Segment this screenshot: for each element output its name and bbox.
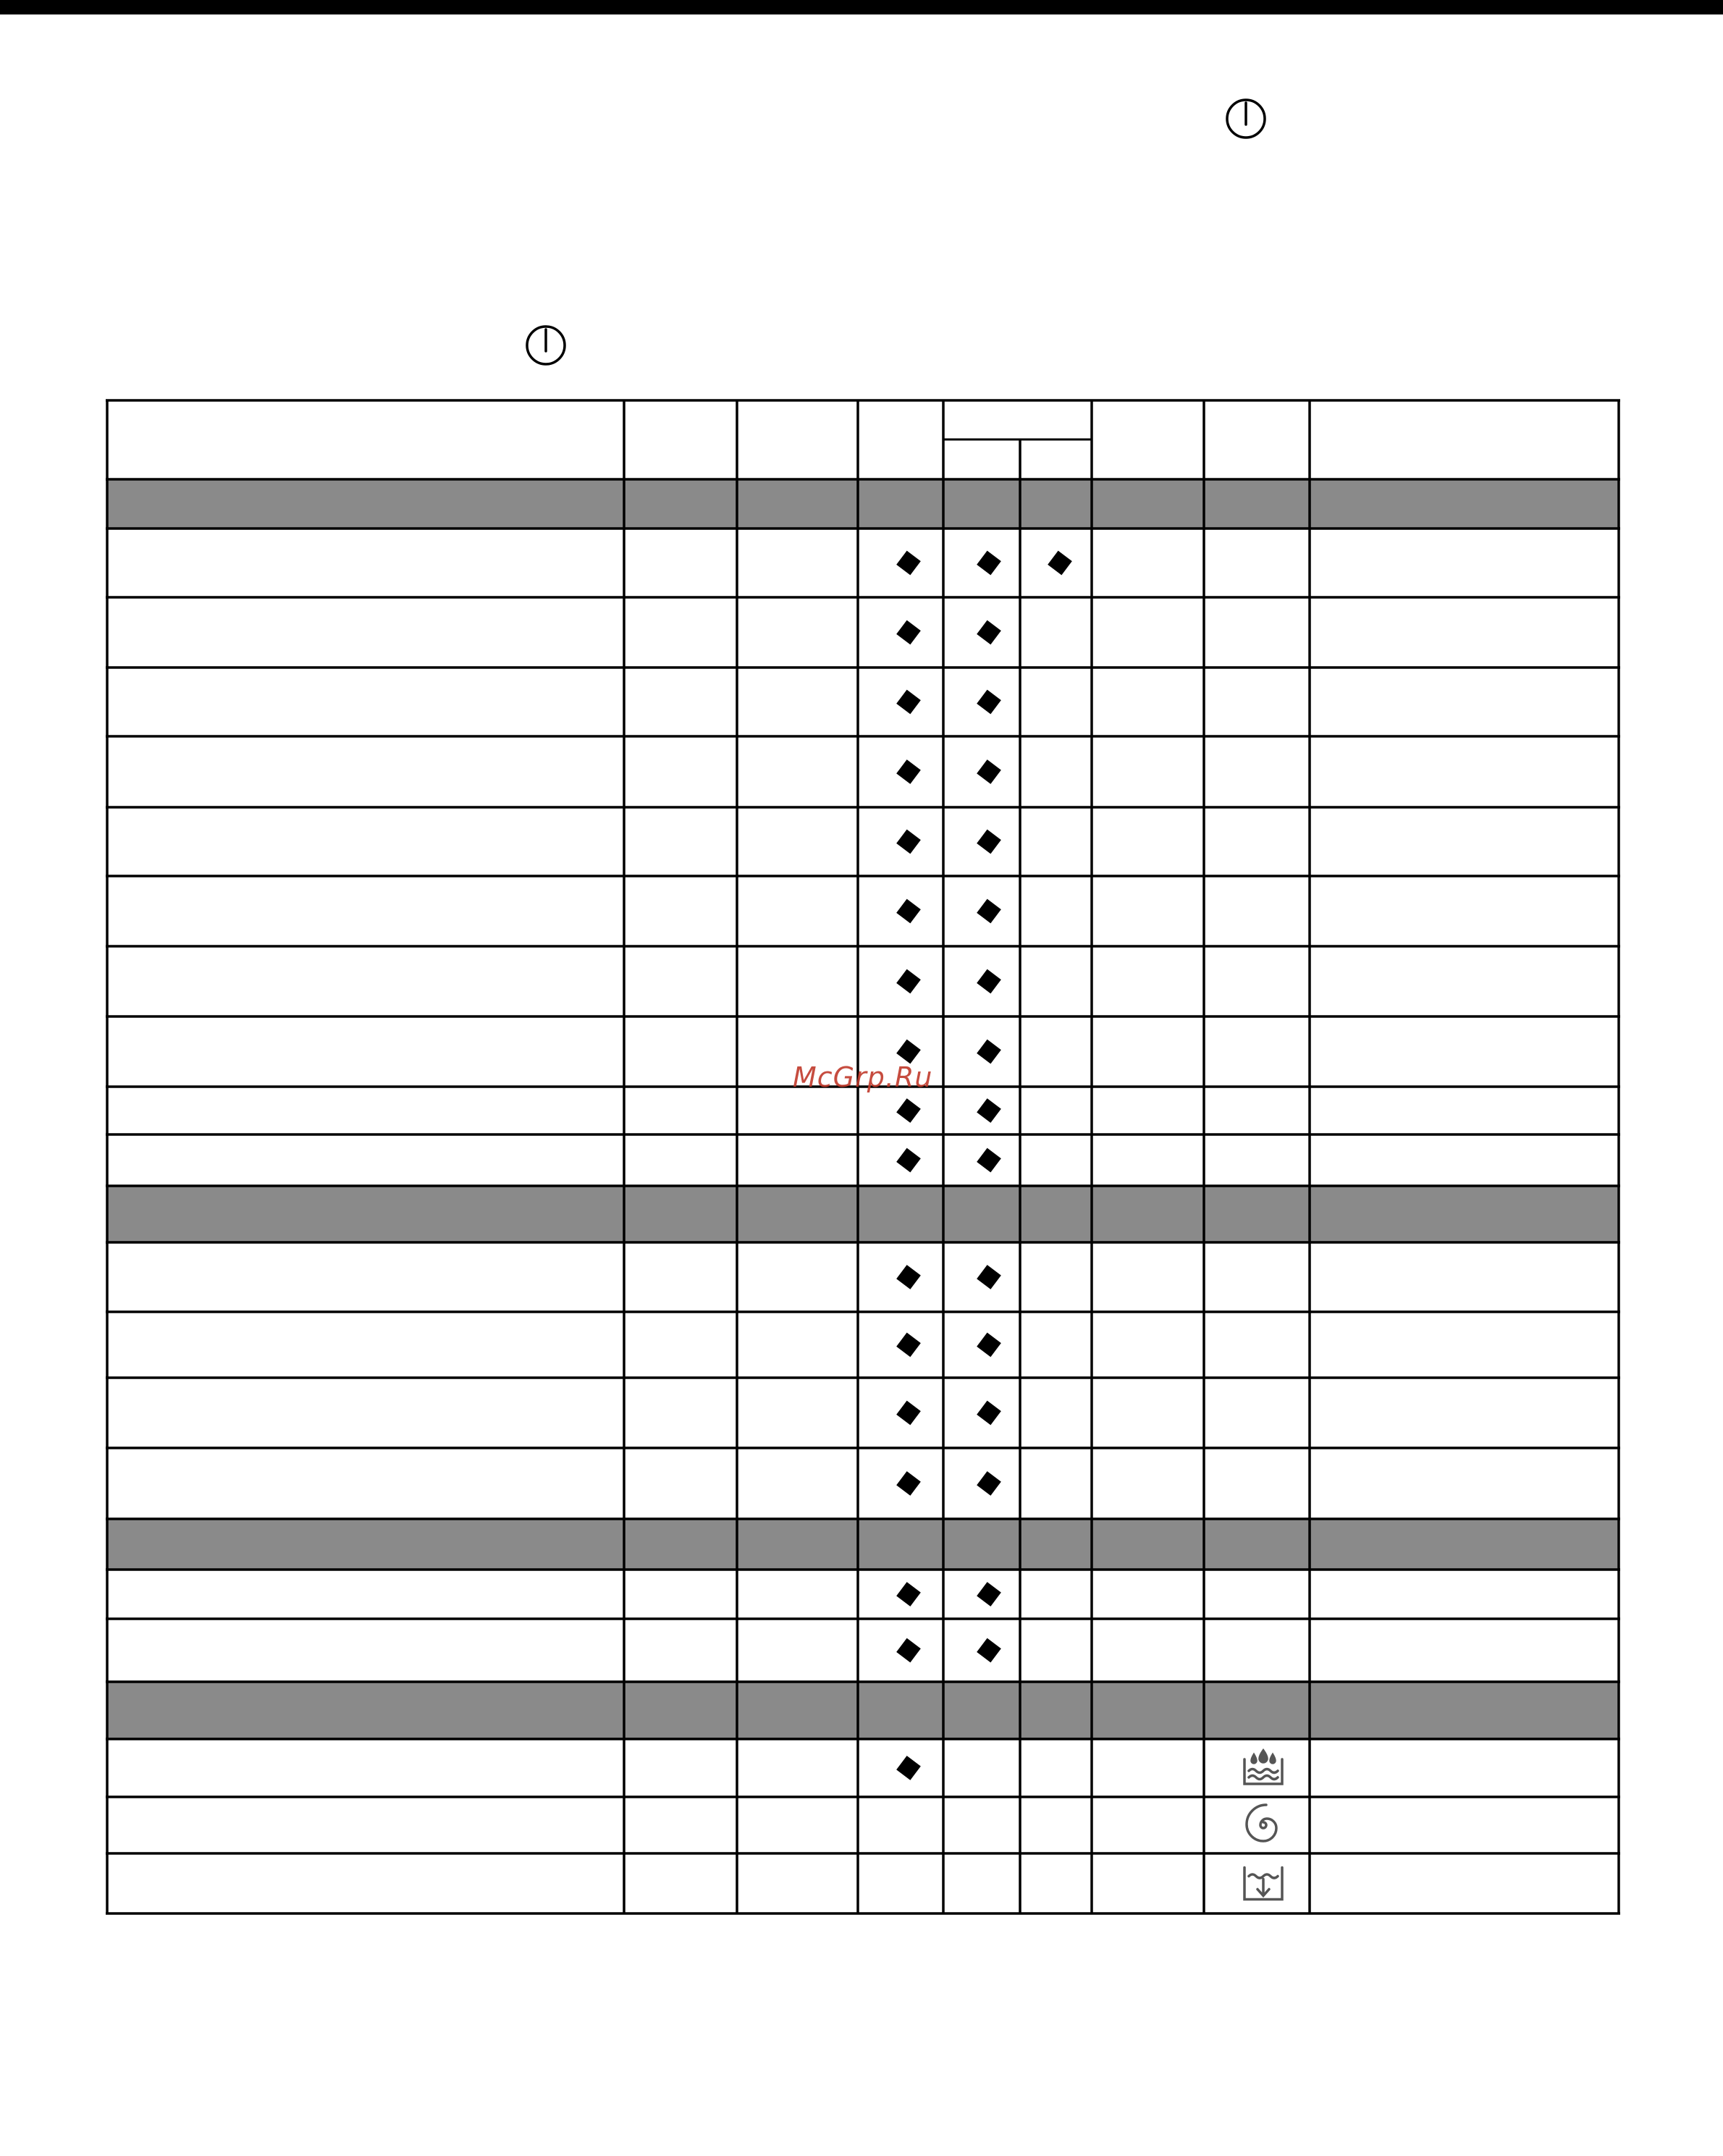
bullet-diamond-icon	[1046, 549, 1074, 576]
bullet-diamond-icon	[895, 1331, 922, 1358]
bullet-diamond-icon	[895, 828, 922, 855]
bullet-diamond-icon	[975, 688, 1003, 715]
drain-icon	[1244, 1868, 1282, 1900]
bullet-diamond-icon	[975, 967, 1003, 995]
bullet-diamond-icon	[895, 1636, 922, 1664]
bullet-diamond-icon	[895, 1097, 922, 1124]
bullet-diamond-icon	[975, 1097, 1003, 1124]
bullet-diamond-icon	[895, 1399, 922, 1426]
rinse-icon	[1244, 1751, 1282, 1784]
bullet-diamond-icon	[895, 1754, 922, 1782]
bullet-diamond-icon	[975, 828, 1003, 855]
bullet-diamond-icon	[975, 1263, 1003, 1291]
bullet-diamond-icon	[895, 618, 922, 646]
bullet-diamond-icon	[895, 1146, 922, 1174]
spin-icon	[1247, 1805, 1276, 1841]
section-band	[107, 1682, 1619, 1739]
bullet-diamond-icon	[975, 1636, 1003, 1664]
bullet-diamond-icon	[975, 549, 1003, 576]
bullet-diamond-icon	[975, 1470, 1003, 1497]
bullet-diamond-icon	[975, 897, 1003, 925]
bullet-diamond-icon	[975, 1146, 1003, 1174]
section-band	[107, 1186, 1619, 1242]
bullet-diamond-icon	[895, 1470, 922, 1497]
bullet-diamond-icon	[975, 1399, 1003, 1426]
bullet-diamond-icon	[895, 1580, 922, 1608]
bullet-diamond-icon	[895, 897, 922, 925]
section-band	[107, 1519, 1619, 1570]
bullet-diamond-icon	[975, 1331, 1003, 1358]
bullet-diamond-icon	[895, 1263, 922, 1291]
bullet-diamond-icon	[895, 967, 922, 995]
bullet-diamond-icon	[975, 618, 1003, 646]
watermark: McGrp.Ru	[793, 1061, 933, 1093]
bullet-diamond-icon	[975, 1037, 1003, 1065]
bullet-diamond-icon	[895, 758, 922, 786]
bullet-diamond-icon	[975, 1580, 1003, 1608]
bullet-diamond-icon	[975, 758, 1003, 786]
bullet-diamond-icon	[895, 688, 922, 715]
section-band	[107, 479, 1619, 529]
bullet-diamond-icon	[895, 549, 922, 576]
